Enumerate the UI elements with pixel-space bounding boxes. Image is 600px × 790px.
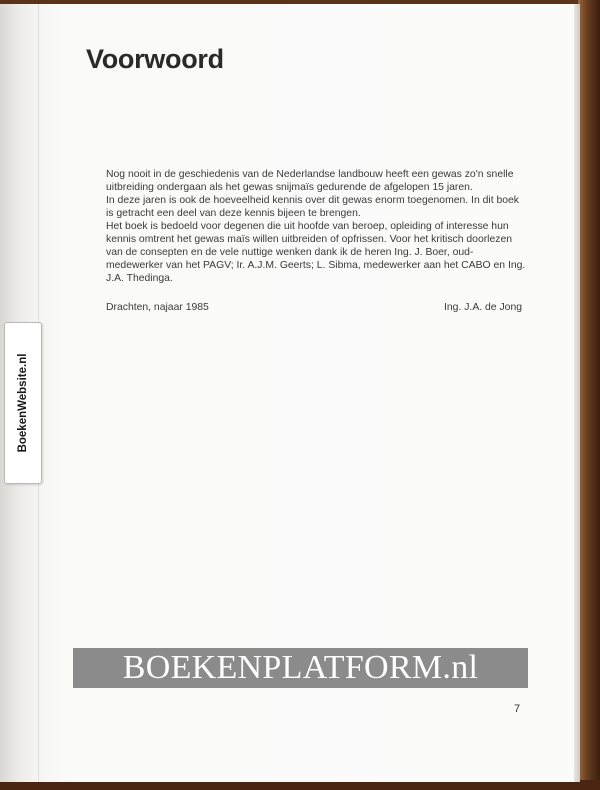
watermark-banner bbox=[73, 648, 528, 688]
page-title: Voorwoord bbox=[86, 44, 224, 74]
author: Ing. J.A. de Jong bbox=[444, 302, 522, 313]
paragraph-2: In deze jaren is ook de hoeveelheid kennis over dit gewas enorm toegenomen. In dit boek is getracht een deel van deze kennis bijeen te brengen. bbox=[106, 195, 520, 219]
signoff bbox=[106, 302, 522, 313]
paragraph-1: Nog nooit in de geschiedenis van de Nederlandse landbouw heeft een gewas zo'n snelle uitbreiding ondergaan als het gewas snijmaïs gedurende de afgelopen 15 jaren. bbox=[106, 169, 514, 193]
page-edge bbox=[574, 4, 580, 782]
place-date: Drachten, najaar 1985 bbox=[106, 302, 209, 313]
book-frame-right bbox=[578, 0, 600, 790]
body-text bbox=[106, 168, 526, 285]
sticker-text: BoekenWebsite.nl bbox=[17, 353, 29, 453]
bookmark-sticker bbox=[4, 322, 42, 484]
paragraph-3: Het boek is bedoeld voor degenen die uit hoofde van beroep, opleiding of interesse hun kennis omtrent het gewas maïs willen uitbreiden of opfrissen. Voor het kritisch doorlezen van de consepten en de vele nuttige wenken dank ik de heren Ing. J. Boer, oud-medewerker van het PAGV; Ir. A.J.M. Geerts; L. Sibma, medewerker aan het CABO en Ing. J.A. Thedinga. bbox=[106, 221, 526, 284]
page-number: 7 bbox=[514, 703, 521, 715]
watermark-text: BOEKENPLATFORM.nl bbox=[122, 649, 479, 686]
